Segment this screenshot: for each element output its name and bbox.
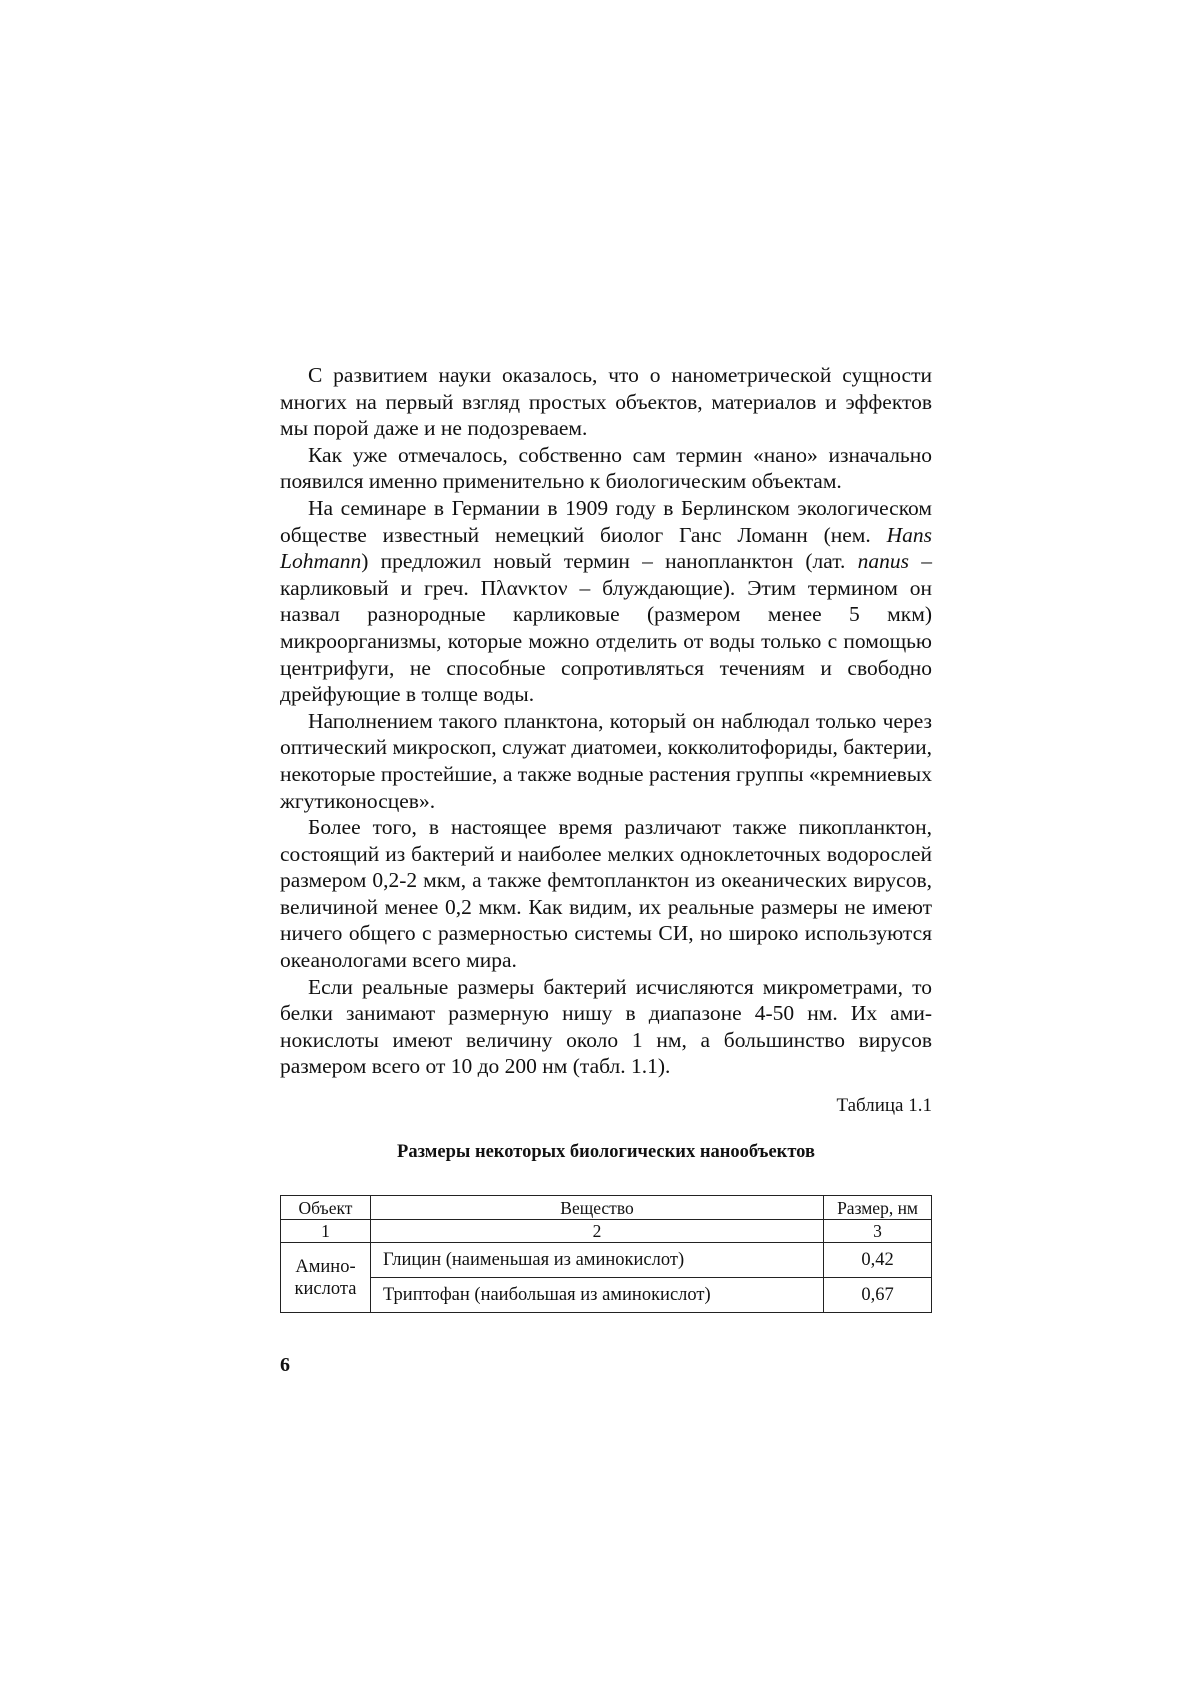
page-number: 6 — [280, 1354, 290, 1376]
paragraph-3-italic-name: Hans Lohmann — [280, 522, 932, 574]
size-cell: 0,42 — [824, 1243, 932, 1278]
substance-cell: Триптофан (наибольшая из аминокислот) — [370, 1278, 823, 1313]
object-label-line-1: Амино- — [295, 1256, 356, 1277]
table-row — [281, 1243, 932, 1278]
table-column-numbers-row — [281, 1220, 932, 1243]
paragraph-6: Если реальные размеры бактерий исчисляются микрометрами, то белки занимают размерную нишу в диапазоне 4-50 нм. Их аминокислоты имеют величину около 1 нм, а большинство вирусов размером всего от 10 до 200 нм (табл. 1.1). — [280, 974, 932, 1079]
sizes-table — [280, 1195, 932, 1313]
paragraph-3-italic-latin: nanus — [857, 549, 910, 574]
column-number-1: 1 — [281, 1220, 371, 1243]
paragraph-1: С развитием науки оказалось, что о нанометрической сущности многих на первый взгляд простых объектов, материалов и эффектов мы порой даже и не подозреваем. — [280, 363, 932, 441]
substance-cell: Глицин (наименьшая из аминокислот) — [370, 1243, 823, 1278]
header-substance: Вещество — [370, 1196, 823, 1220]
paragraph-4: Наполнением такого планктона, который он наблюдал только через оптический микроскоп, служат диатомеи, кокколитофориды, бактерии, некоторые простейшие, а также водные растения группы «кремниевых жгутиконосцев». — [280, 708, 932, 813]
table-header-row — [281, 1196, 932, 1220]
table-row — [281, 1278, 932, 1313]
column-number-3: 3 — [824, 1220, 932, 1243]
paragraph-3-part-a: На семинаре в Германии в 1909 году в Берлинском экологическом обществе известный немецкий биолог Ганс Ломанн (нем. — [280, 495, 932, 547]
table-label: Таблица 1.1 — [836, 1095, 932, 1117]
header-size: Размер, нм — [824, 1196, 932, 1220]
page-body — [280, 362, 932, 1313]
size-cell: 0,67 — [824, 1278, 932, 1313]
paragraph-3-part-b: ) предложил новый термин – нанопланктон (лат. — [361, 549, 858, 574]
header-object: Объект — [281, 1196, 371, 1220]
paragraph-3 — [280, 495, 932, 708]
paragraph-3-part-c: – карликовый и греч. Πλανκτον – блуждающие). Этим термином он назвал разнородные карликовые (размером менее 5 мкм) микроорганизмы, которые можно отделить от воды только с помощью центрифуги, не способные сопротивляться течениям и свободно дрейфующие в толще воды. — [280, 549, 932, 707]
paragraph-2: Как уже отмечалось, собственно сам термин «нано» изначально появился именно применительно к биологическим объектам. — [280, 442, 932, 494]
object-label-line-2: кислота — [294, 1278, 357, 1299]
paragraph-5: Более того, в настоящее время различают также пикопланктон, состоящий из бактерий и наиболее мелких одноклеточных водорослей размером 0,2-2 мкм, а также фемтопланктон из океанических вирусов, величиной менее 0,2 мкм. Как видим, их реальные размеры не имеют ничего общего с размерностью системы СИ, но широко используются океанологами всего мира. — [280, 815, 932, 973]
table-title: Размеры некоторых биологических нанообъектов — [397, 1142, 815, 1163]
column-number-2: 2 — [370, 1220, 823, 1243]
object-cell-amino-acid — [281, 1243, 371, 1313]
